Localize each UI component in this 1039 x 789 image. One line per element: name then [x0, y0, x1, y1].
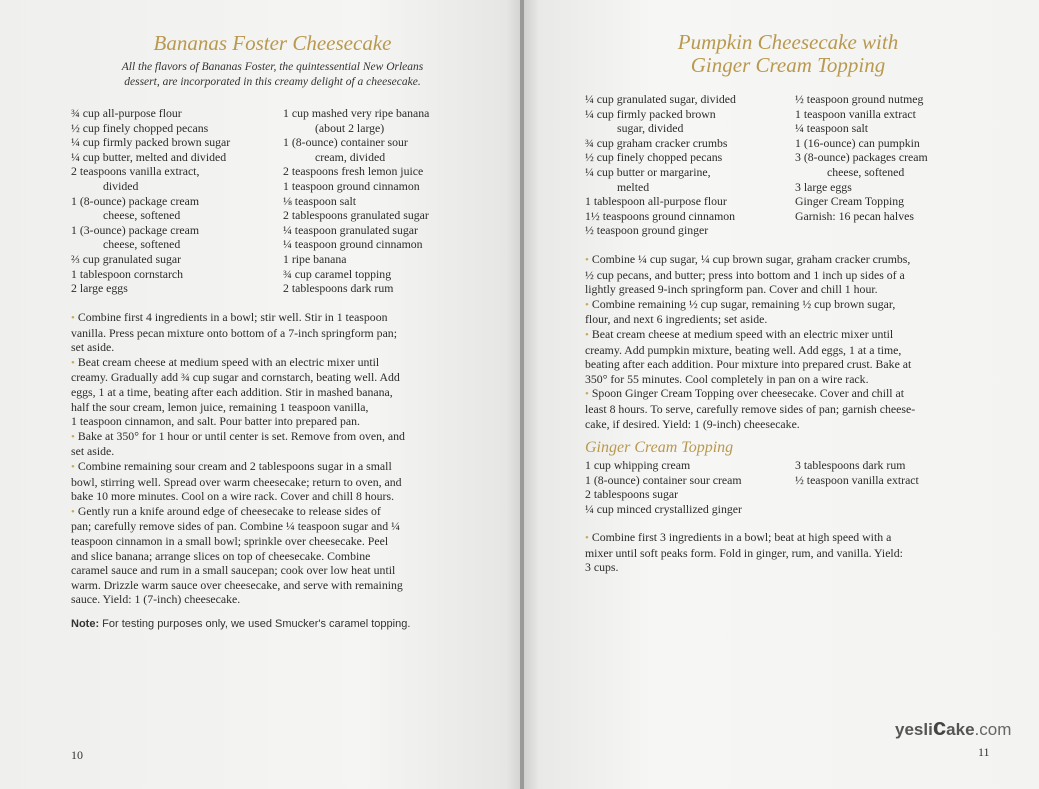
step-paragraph — [71, 459, 491, 504]
ingredients-column-right — [283, 106, 493, 296]
step-text: set aside. — [71, 340, 115, 355]
step-line — [585, 297, 1005, 313]
ingredient-line: ¼ cup minced crystallized ginger — [585, 501, 742, 516]
ingredient-line: ⅔ cup granulated sugar — [71, 251, 182, 266]
ingredient-line: ½ cup finely chopped pecans — [71, 120, 209, 135]
ingredient-line: 2 tablespoons granulated sugar — [283, 208, 429, 223]
watermark-logo — [895, 706, 1035, 750]
step-text: mixer until soft peaks form. Fold in ginger, rum, and vanilla. Yield: — [585, 545, 903, 560]
ingredient-line: ⅛ teaspoon salt — [283, 193, 357, 208]
step-line — [585, 268, 1005, 283]
step-line — [585, 417, 1005, 432]
bullet-icon: • — [71, 460, 75, 473]
bullet-icon: • — [71, 356, 75, 369]
bullet-icon: • — [585, 388, 589, 401]
step-text: flour, and next 6 ingredients; set aside. — [585, 312, 768, 327]
ingredient-line: 1 (8-ounce) container sour cream — [585, 472, 742, 487]
ingredient-line: 2 tablespoons dark rum — [283, 281, 394, 296]
ingredients-column-right-right-page — [795, 92, 1015, 223]
step-line — [71, 429, 491, 445]
note-label: Note: — [71, 618, 100, 630]
ingredient-line: cream, divided — [315, 149, 386, 164]
step-paragraph — [585, 386, 1005, 431]
ingredient-line: ¼ teaspoon ground cinnamon — [283, 237, 423, 252]
step-line — [71, 459, 491, 475]
ingredient-line: ¼ cup butter, melted and divided — [71, 149, 227, 164]
ingredients-column-left — [71, 106, 281, 296]
ingredient-line: 1½ teaspoons ground cinnamon — [585, 208, 736, 223]
ingredient-line: ¼ cup firmly packed brown — [585, 106, 716, 121]
step-paragraph — [585, 297, 1005, 327]
recipe-title: Bananas Foster Cheesecake — [153, 31, 392, 55]
step-text: Combine remaining sour cream and 2 tablespoons sugar in a small — [77, 458, 392, 473]
page-number-left: 10 — [71, 748, 83, 762]
step-paragraph — [585, 530, 1005, 575]
bullet-icon: • — [585, 532, 589, 544]
watermark-text — [895, 714, 1011, 742]
ingredient-line: 2 teaspoons vanilla extract, — [71, 164, 200, 179]
step-text: bowl, stirring well. Spread over warm cheesecake; return to oven, and — [71, 474, 402, 489]
step-line — [71, 592, 491, 607]
ingredient-line: ½ teaspoon vanilla extract — [795, 472, 919, 487]
watermark-domain: .com — [974, 720, 1012, 739]
step-line — [585, 530, 1005, 546]
step-line — [585, 386, 1005, 402]
ingredient-line: melted — [617, 179, 650, 194]
step-line — [71, 340, 491, 355]
ingredient-line: ¼ teaspoon salt — [795, 121, 869, 136]
step-text: Combine remaining ½ cup sugar, remaining ½ cup brown sugar, — [591, 296, 896, 311]
step-text: sauce. Yield: 1 (7-inch) cheesecake. — [71, 592, 241, 607]
bullet-icon: • — [585, 298, 589, 311]
ingredient-line: 2 teaspoons fresh lemon juice — [283, 164, 424, 179]
step-line — [585, 252, 1005, 268]
step-text: 1 teaspoon cinnamon, and salt. Pour batter into prepared pan. — [71, 414, 360, 429]
ingredient-line: 1 (16-ounce) can pumpkin — [795, 135, 920, 150]
step-text: bake 10 more minutes. Cool on a wire rack. Cover and chill 8 hours. — [71, 489, 395, 504]
step-line — [71, 519, 491, 534]
bullet-icon: • — [71, 505, 75, 518]
note-text: For testing purposes only, we used Smucker's caramel topping. — [102, 618, 411, 630]
ingredient-line: (about 2 large) — [315, 120, 385, 135]
step-text: and slice banana; arrange slices on top of cheesecake. Combine — [71, 548, 371, 563]
watermark-big-letter: c — [932, 714, 947, 741]
ingredient-line: 1 ripe banana — [283, 251, 347, 266]
step-text: warm. Drizzle warm sauce over cheesecake, and serve with remaining — [71, 577, 403, 592]
step-text: Combine first 4 ingredients in a bowl; stir well. Stir in 1 teaspoon — [77, 310, 388, 324]
step-text: Combine ¼ cup sugar, ¼ cup brown sugar, graham cracker crumbs, — [591, 252, 911, 266]
ingredient-line: divided — [103, 178, 139, 193]
ingredient-line: cheese, softened — [827, 164, 905, 179]
ingredient-line: 2 large eggs — [71, 281, 128, 296]
ingredient-line: ½ teaspoon ground ginger — [585, 223, 709, 238]
step-text: lightly greased 9-inch springform pan. Cover and chill 1 hour. — [585, 282, 878, 297]
ingredient-line: 2 tablespoons sugar — [585, 487, 679, 502]
step-text: set aside. — [71, 444, 115, 459]
step-paragraph — [71, 429, 491, 459]
ingredient-line: ½ cup finely chopped pecans — [585, 150, 723, 165]
step-line — [71, 549, 491, 564]
step-text: 3 cups. — [585, 560, 619, 575]
ingredient-line: 3 (8-ounce) packages cream — [795, 150, 928, 165]
step-text: teaspoon cinnamon in a small bowl; sprinkle over cheesecake. Peel — [71, 533, 389, 548]
step-line — [71, 370, 491, 385]
ingredient-line: 1 (8-ounce) package cream — [71, 193, 200, 208]
ingredient-line: Ginger Cream Topping — [795, 194, 905, 209]
topping-ingredients-right — [795, 458, 1005, 487]
step-line — [71, 444, 491, 459]
ingredient-line: 1 cup mashed very ripe banana — [283, 106, 430, 120]
ingredient-line: ¼ cup butter or margarine, — [585, 164, 711, 179]
ingredient-line: Garnish: 16 pecan halves — [795, 208, 914, 223]
page-number-right: 11 — [978, 745, 990, 759]
recipe-steps-right — [585, 252, 1005, 431]
step-text: creamy. Add pumpkin mixture, beating well. Add eggs, 1 at a time, — [585, 342, 902, 357]
step-text: caramel sauce and rum in a small saucepan; cook over low heat until — [71, 563, 396, 578]
step-paragraph — [71, 310, 491, 355]
step-line — [71, 578, 491, 593]
step-paragraph — [585, 327, 1005, 386]
step-line — [71, 563, 491, 578]
step-text: 350° for 55 minutes. Cool completely in pan on a wire rack. — [585, 371, 869, 386]
topping-ingredients-left — [585, 458, 795, 516]
step-line — [71, 504, 491, 520]
ingredient-line: cheese, softened — [103, 237, 181, 252]
step-line — [71, 326, 491, 341]
watermark-part-1: yesli — [895, 720, 933, 739]
step-line — [71, 414, 491, 429]
ingredient-line: 1 tablespoon cornstarch — [71, 266, 184, 281]
ingredient-line: ¼ cup firmly packed brown sugar — [71, 135, 231, 150]
ingredients-column-left-right-page — [585, 92, 795, 238]
step-line — [71, 385, 491, 400]
ingredient-line: ¼ cup granulated sugar, divided — [585, 92, 736, 106]
step-line — [585, 402, 1005, 417]
intro-line-1: All the flavors of Bananas Foster, the quintessential New Orleans — [121, 61, 424, 73]
step-line — [71, 475, 491, 490]
step-line — [585, 327, 1005, 343]
title-line-2: Ginger Cream Topping — [690, 53, 886, 77]
step-text: cake, if desired. Yield: 1 (9-inch) cheesecake. — [585, 416, 800, 431]
ingredient-line: 1 teaspoon vanilla extract — [795, 106, 916, 121]
step-paragraph — [71, 355, 491, 429]
ingredient-line: sugar, divided — [617, 121, 684, 136]
ingredient-line: 1 teaspoon ground cinnamon — [283, 178, 420, 193]
step-line — [71, 489, 491, 504]
ingredient-line: 3 tablespoons dark rum — [795, 458, 906, 472]
step-line — [585, 372, 1005, 387]
step-text: half the sour cream, lemon juice, remaining 1 teaspoon vanilla, — [71, 399, 369, 414]
step-text: pan; carefully remove sides of pan. Combine ¼ teaspoon sugar and ¼ — [71, 519, 400, 534]
ingredient-line: 1 tablespoon all-purpose flour — [585, 194, 727, 209]
step-text: Combine first 3 ingredients in a bowl; beat at high speed with a — [591, 530, 892, 544]
watermark-part-2: ake — [946, 720, 975, 739]
step-line — [585, 546, 1005, 561]
bullet-icon: • — [71, 312, 75, 324]
bullet-icon: • — [71, 430, 75, 443]
step-text: least 8 hours. To serve, carefully remove sides of pan; garnish cheese- — [585, 401, 916, 416]
step-text: Spoon Ginger Cream Topping over cheesecake. Cover and chill at — [591, 386, 904, 401]
step-line — [585, 357, 1005, 372]
title-line-1: Pumpkin Cheesecake with — [677, 30, 899, 54]
ingredient-line: 1 (8-ounce) container sour — [283, 135, 408, 150]
step-line — [585, 560, 1005, 575]
step-line — [585, 343, 1005, 358]
step-line — [585, 282, 1005, 297]
ingredient-line: ¼ teaspoon granulated sugar — [283, 222, 418, 237]
bullet-icon: • — [585, 254, 589, 266]
recipe-intro — [0, 60, 545, 90]
step-line — [585, 312, 1005, 327]
step-text: Bake at 350° for 1 hour or until center is set. Remove from oven, and — [77, 428, 405, 443]
step-text: Gently run a knife around edge of cheesecake to release sides of — [77, 503, 381, 518]
step-text: Beat cream cheese at medium speed with an electric mixer until — [77, 354, 380, 369]
right-page — [524, 0, 1039, 789]
recipe-title-right — [524, 31, 1039, 77]
ingredient-line: cheese, softened — [103, 208, 181, 223]
ingredient-line: ½ teaspoon ground nutmeg — [795, 92, 924, 106]
step-line — [71, 400, 491, 415]
step-line — [71, 534, 491, 549]
step-text: ½ cup pecans, and butter; press into bottom and 1 inch up sides of a — [585, 267, 905, 282]
recipe-steps — [71, 310, 491, 607]
intro-line-2: dessert, are incorporated in this creamy delight of a cheesecake. — [124, 76, 421, 88]
step-paragraph — [71, 504, 491, 607]
step-text: creamy. Gradually add ¾ cup sugar and cornstarch, beating well. Add — [71, 370, 400, 385]
topping-subtitle: Ginger Cream Topping — [585, 439, 734, 456]
step-text: eggs, 1 at a time, beating after each addition. Stir in mashed banana, — [71, 384, 393, 399]
ingredient-line: 3 large eggs — [795, 179, 852, 194]
ingredient-line: ¾ cup graham cracker crumbs — [585, 135, 728, 150]
recipe-note — [71, 618, 501, 630]
topping-steps — [585, 530, 1005, 575]
ingredient-line: 1 (3-ounce) package cream — [71, 222, 200, 237]
ingredient-line: 1 cup whipping cream — [585, 458, 691, 472]
step-text: vanilla. Press pecan mixture onto bottom of a 7-inch springform pan; — [71, 325, 397, 340]
ingredient-line: ¾ cup all-purpose flour — [71, 106, 182, 120]
bullet-icon: • — [585, 328, 589, 341]
step-paragraph — [585, 252, 1005, 297]
step-text: Beat cream cheese at medium speed with an electric mixer until — [591, 326, 894, 341]
ingredient-line: ¾ cup caramel topping — [283, 266, 392, 281]
step-line — [71, 310, 491, 326]
step-text: beating after each addition. Pour mixture into prepared crust. Bake at — [585, 357, 912, 372]
step-line — [71, 355, 491, 371]
